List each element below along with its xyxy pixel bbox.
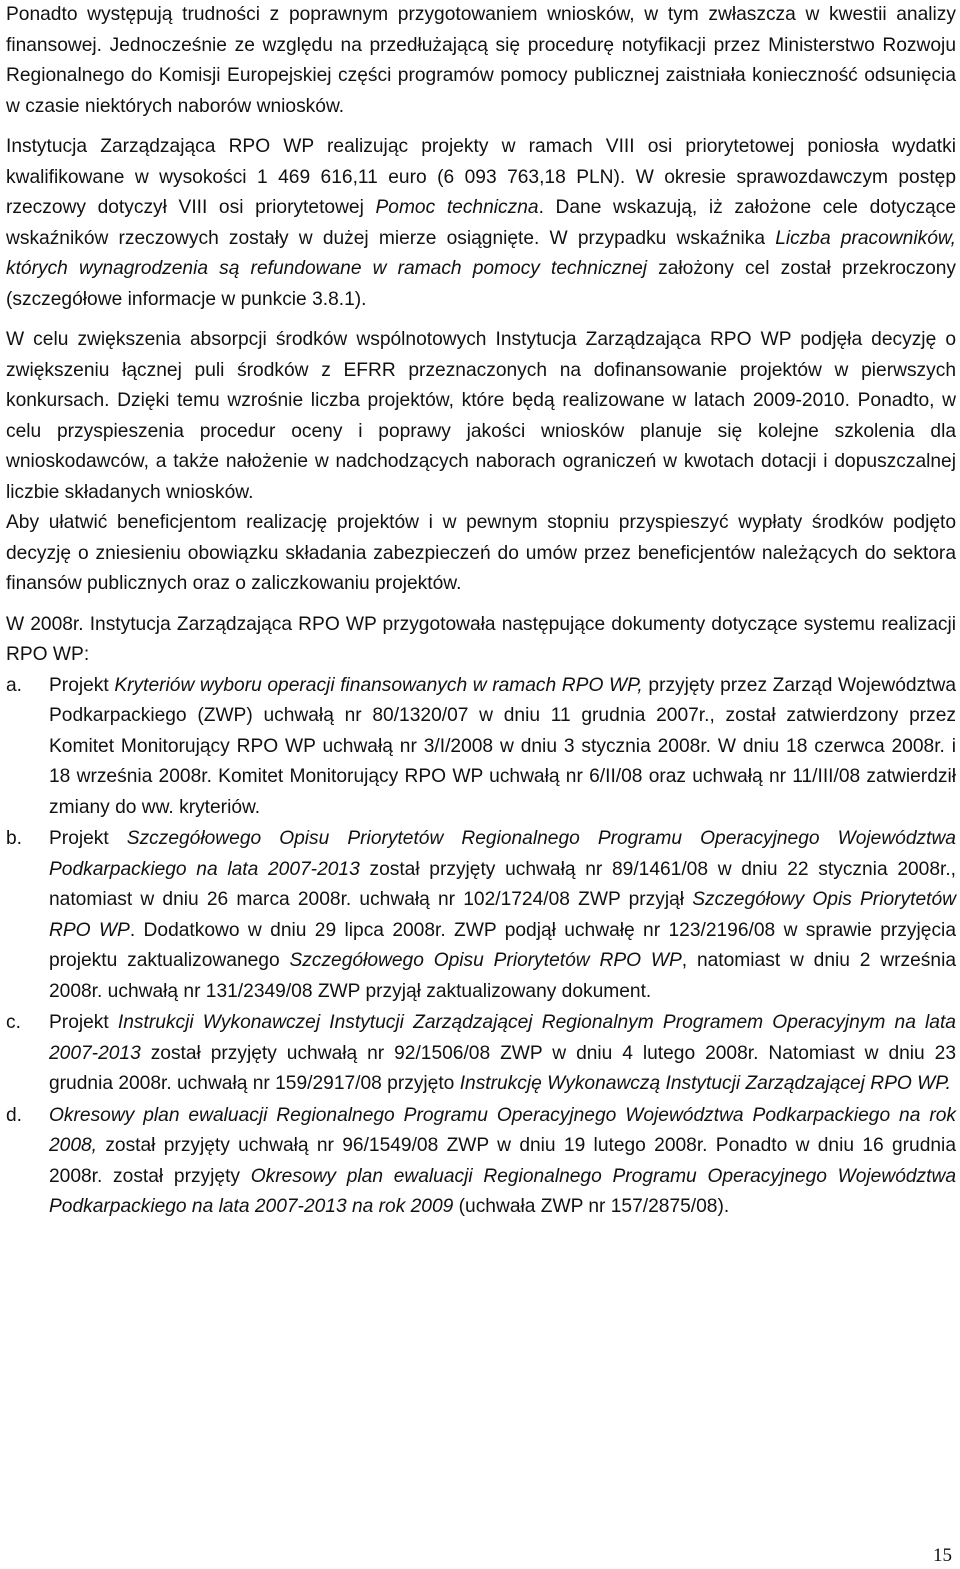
text-run: . Dane wskazują, iż założone cele dotyczące wskaźników rzeczowych zostały w dużej mierze osiągnięte. W przypadku wskaźnika: [6, 197, 956, 249]
list-item-letter: d.: [6, 1104, 23, 1126]
text-run: założony cel został przekroczony (szczegółowe informacje w punkcie 3.8.1).: [6, 258, 956, 310]
text-run: . Dodatkowo w dniu 29 lipca 2008r. ZWP podjął uchwałę nr 123/2196/08 w sprawie przyjęcia projektu zaktualizowanego: [49, 919, 956, 971]
italic-text-run: Szczegółowy Opis Priorytetów RPO WP: [49, 889, 956, 941]
list-item: [6, 824, 956, 1007]
italic-text-run: Kryteriów wyboru operacji finansowanych w ramach RPO WP,: [114, 674, 643, 696]
documents-list: [6, 671, 956, 1223]
list-item-letter: a.: [6, 674, 23, 696]
text-run: , natomiast w dniu 2 września 2008r. uchwałą nr 131/2349/08 ZWP przyjął zaktualizowany dokument.: [49, 950, 957, 1002]
italic-text-run: Instrukcję Wykonawczą Instytucji Zarządzającej RPO WP.: [459, 1073, 951, 1094]
text-run: (uchwała ZWP nr 157/2875/08).: [453, 1196, 730, 1217]
italic-text-run: Okresowy plan ewaluacji Regionalnego Programu Operacyjnego Województwa Podkarpackiego na lata 2007-2013 na rok 2009: [49, 1165, 956, 1217]
paragraph-documents-intro: [6, 610, 956, 671]
list-item: [6, 1101, 956, 1223]
paragraph-beneficiaries: [6, 508, 956, 600]
list-item: [6, 1008, 956, 1100]
italic-text-run: Szczegółowego Opisu Priorytetów Regionalnego Programu Operacyjnego Województwa Podkarpackiego na lata 2007-2013: [49, 828, 956, 880]
text-run: W 2008r. Instytucja Zarządzająca RPO WP przygotowała następujące dokumenty dotyczące systemu realizacji RPO WP:: [6, 613, 956, 665]
list-item-letter: b.: [6, 828, 23, 849]
document-page: [6, 0, 956, 1224]
page-number: 15: [933, 1545, 952, 1566]
italic-text-run: Pomoc techniczna: [375, 197, 539, 218]
paragraph-absorption: [6, 325, 956, 508]
text-run: Projekt: [49, 674, 115, 696]
paragraph-applications-difficulties: [6, 0, 956, 122]
text-run: Ponadto występują trudności z poprawnym przygotowaniem wniosków, w tym zwłaszcza w kwestii analizy finansowej. Jednocześnie ze względu na przedłużającą się procedurę notyfikacji przez Ministerstwo Rozwoju Regionalnego do Komisji Europejskiej części programów pomocy publicznej zaistniała konieczność odsunięcia w czasie niektórych naborów wniosków.: [6, 4, 956, 117]
text-run: został przyjęty uchwałą nr 92/1506/08 ZWP w dniu 4 lutego 2008r. Natomiast w dniu 23 grudnia 2008r. uchwałą nr 159/2917/08 przyjęto: [49, 1042, 956, 1094]
text-run: W celu zwiększenia absorpcji środków wspólnotowych Instytucja Zarządzająca RPO WP podjęła decyzję o zwiększeniu łącznej puli środków z EFRR przeznaczonych na dofinansowanie projektów w pierwszych konkursach. Dzięki temu wzrośnie liczba projektów, które będą realizowane w latach 2009-2010. Ponadto, w celu przyspieszenia procedur oceny i poprawy jakości wniosków planuje się kolejne szkolenia dla wnioskodawców, a także nałożenie w nadchodzących naborach ograniczeń w kwotach dotacji i dopuszczalnej liczbie składanych wniosków.: [6, 329, 956, 503]
list-item: [6, 671, 956, 824]
italic-text-run: Szczegółowego Opisu Priorytetów RPO WP: [289, 950, 682, 971]
text-run: Projekt: [49, 1012, 118, 1033]
text-run: Aby ułatwić beneficjentom realizację projektów i w pewnym stopniu przyspieszyć wypłaty środków podjęto decyzję o zniesieniu obowiązku składania zabezpieczeń do umów przez beneficjentów należących do sektora finansów publicznych oraz o zaliczkowaniu projektów.: [6, 512, 956, 594]
text-run: przyjęty przez Zarząd Województwa Podkarpackiego (ZWP) uchwałą nr 80/1320/07 w dniu 11 grudnia 2007r., został zatwierdzony przez Komitet Monitorujący RPO WP uchwałą nr 3/I/2008 w dniu 3 stycznia 2008r. W dniu 18 czerwca 2008r. i 18 września 2008r. Komitet Monitorujący RPO WP uchwałą nr 6/II/08 oraz uchwałą nr 11/III/08 zatwierdził zmiany do ww. kryteriów.: [49, 674, 957, 818]
italic-text-run: Instrukcji Wykonawczej Instytucji Zarządzającej Regionalnym Programem Operacyjnym na lata 2007-2013: [49, 1012, 956, 1064]
text-run: został przyjęty uchwałą nr 96/1549/08 ZWP w dniu 19 lutego 2008r. Ponadto w dniu 16 grudnia 2008r. został przyjęty: [49, 1135, 956, 1187]
list-item-letter: c.: [6, 1012, 21, 1033]
italic-text-run: Okresowy plan ewaluacji Regionalnego Programu Operacyjnego Województwa Podkarpackiego na rok 2008,: [49, 1104, 956, 1156]
text-run: Projekt: [49, 828, 127, 849]
italic-text-run: Liczba pracowników, których wynagrodzenia są refundowane w ramach pomocy technicznej: [6, 227, 956, 279]
text-run: został przyjęty uchwałą nr 89/1461/08 w dniu 22 stycznia 2008r., natomiast w dniu 26 marca 2008r. uchwałą nr 102/1724/08 ZWP przyjął: [49, 858, 956, 910]
paragraph-technical-assistance: [6, 132, 956, 315]
text-run: Instytucja Zarządzająca RPO WP realizując projekty w ramach VIII osi priorytetowej poniosła wydatki kwalifikowane w wysokości 1 469 616,11 euro (6 093 763,18 PLN). W okresie sprawozdawczym postęp rzeczowy dotyczył VIII osi priorytetowej: [6, 136, 956, 218]
